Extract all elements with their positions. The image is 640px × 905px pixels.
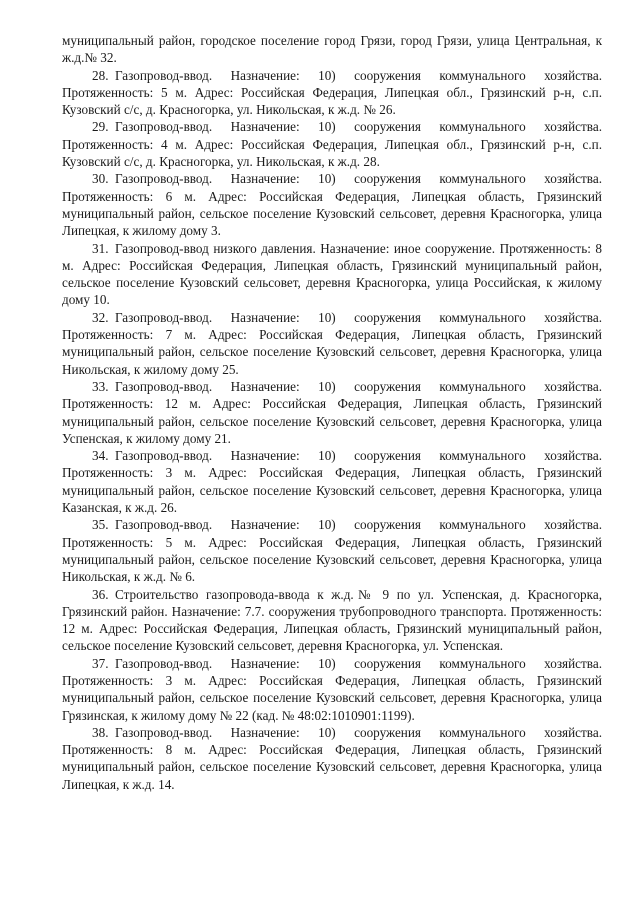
item-text: Газопровод-ввод. Назначение: 10) сооружения коммунального хозяйства. Протяженность: 8 м. Адрес: Российская Федерация, Липецкая область, Грязинский муниципальный район, сельское поселение Кузовский сельсовет, деревня Красногорка, улица Липецкая, к ж.д. 14. (62, 724, 602, 792)
list-item-33 (62, 378, 602, 447)
item-number: 28. (92, 67, 109, 83)
list-item-31 (62, 240, 602, 309)
item-text: Газопровод-ввод. Назначение: 10) сооружения коммунального хозяйства. Протяженность: 4 м. Адрес: Российская Федерация, Липецкая обл., Грязинский р-н, с.п. Кузовский с/с, д. Красногорка, ул. Никольская, к ж.д. 28. (62, 119, 602, 170)
list-item-29 (62, 118, 602, 170)
item-number: 37. (92, 655, 109, 671)
item-text: Газопровод-ввод низкого давления. Назначение: иное сооружение. Протяженность: 8 м. Адрес: Российская Федерация, Липецкая область, Грязинский муниципальный район, сельское поселение Кузовский сельсовет, деревня Красногорка, улица Российская, к жилому дому 10. (62, 240, 602, 308)
list-item-34 (62, 447, 602, 516)
item-number: 29. (92, 119, 109, 135)
item-text: Газопровод-ввод. Назначение: 10) сооружения коммунального хозяйства. Протяженность: 12 м. Адрес: Российская Федерация, Липецкая область, Грязинский муниципальный район, сельское поселение Кузовский сельсовет, деревня Красногорка, улица Успенская, к жилому дому 21. (62, 378, 602, 446)
list-item-37 (62, 655, 602, 724)
item-number: 35. (92, 517, 109, 533)
continuation-paragraph: муниципальный район, городское поселение город Грязи, город Грязи, улица Центральная, к ж.д.№ 32. (62, 33, 602, 66)
item-number: 33. (92, 378, 109, 394)
item-number: 36. (92, 586, 109, 602)
item-number: 30. (92, 171, 109, 187)
item-text: Строительство газопровода-ввода к ж.д.№ 9 по ул. Успенская, д. Красногорка, Грязинский район. Назначение: 7.7. сооружения трубопроводного транспорта. Протяженность: 12 м. Адрес: Российская Федерация, Липецкая область, Грязинский муниципальный район, сельское поселение Кузовский сельсовет, деревня Красногорка, ул. Успенская. (62, 586, 602, 654)
item-number: 34. (92, 448, 109, 464)
document-page (62, 32, 602, 793)
item-text: Газопровод-ввод. Назначение: 10) сооружения коммунального хозяйства. Протяженность: 3 м. Адрес: Российская Федерация, Липецкая область, Грязинский муниципальный район, сельское поселение Кузовский сельсовет, деревня Красногорка, улица Казанская, к ж.д. 26. (62, 448, 602, 516)
item-text: Газопровод-ввод. Назначение: 10) сооружения коммунального хозяйства. Протяженность: 6 м. Адрес: Российская Федерация, Липецкая область, Грязинский муниципальный район, сельское поселение Кузовский сельсовет, деревня Красногорка, улица Липецкая, к жилому дому 3. (62, 171, 602, 239)
item-text: Газопровод-ввод. Назначение: 10) сооружения коммунального хозяйства. Протяженность: 5 м. Адрес: Российская Федерация, Липецкая обл., Грязинский р-н, с.п. Кузовский с/с, д. Красногорка, ул. Никольская, к ж.д. № 26. (62, 67, 602, 118)
list-item-28 (62, 67, 602, 119)
item-text: Газопровод-ввод. Назначение: 10) сооружения коммунального хозяйства. Протяженность: 7 м. Адрес: Российская Федерация, Липецкая область, Грязинский муниципальный район, сельское поселение Кузовский сельсовет, деревня Красногорка, улица Никольская, к жилому дому 25. (62, 309, 602, 377)
item-number: 31. (92, 240, 109, 256)
list-item-38 (62, 724, 602, 793)
list-item-30 (62, 170, 602, 239)
item-text: Газопровод-ввод. Назначение: 10) сооружения коммунального хозяйства. Протяженность: 3 м. Адрес: Российская Федерация, Липецкая область, Грязинский муниципальный район, сельское поселение Кузовский сельсовет, деревня Красногорка, улица Грязинская, к жилому дому № 22 (кад. № 48:02:1010901:1199). (62, 655, 602, 723)
item-text: Газопровод-ввод. Назначение: 10) сооружения коммунального хозяйства. Протяженность: 5 м. Адрес: Российская Федерация, Липецкая область, Грязинский муниципальный район, сельское поселение Кузовский сельсовет, деревня Красногорка, улица Никольская, к ж.д. № 6. (62, 517, 602, 585)
list-item-32 (62, 309, 602, 378)
list-item-35 (62, 516, 602, 585)
item-number: 38. (92, 724, 109, 740)
list-item-36 (62, 586, 602, 655)
item-number: 32. (92, 309, 109, 325)
